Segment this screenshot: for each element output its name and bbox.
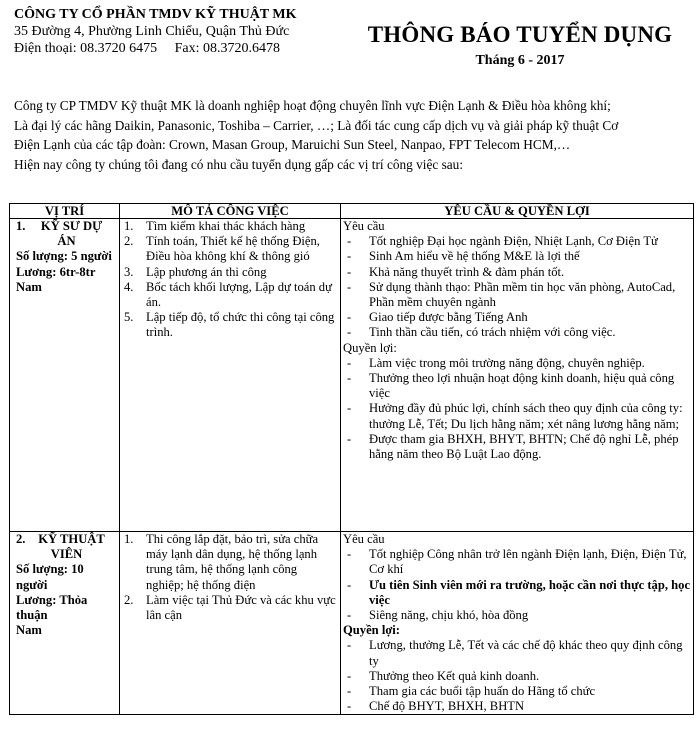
position-title: [12, 532, 117, 547]
header-requirements: YÊU CẦU & QUYỀN LỢI: [341, 204, 694, 219]
requirements-heading: Yêu cầu: [343, 532, 385, 546]
item-text: Tham gia các buổi tập huấn do Hãng tổ chức: [369, 684, 596, 699]
item-number: 2.: [124, 234, 134, 249]
list-item: - Hưởng đầy đủ phúc lợi, chính sách theo quy định của công ty: thưởng Lễ, Tết; Du lịch hằng năm; xét nâng lương hằng năm;: [343, 401, 691, 431]
list-item: - Thưởng theo lợi nhuận hoạt động kinh doanh, hiệu quả công việc: [343, 371, 691, 401]
requirements-cell: [341, 532, 694, 715]
position-gender: Nam: [16, 623, 42, 638]
description-cell: [120, 532, 341, 715]
benefits-heading: Quyền lợi:: [343, 340, 397, 355]
item-text: Ưu tiên Sinh viên mới ra trường, hoặc cần nơi thực tập, học việc: [369, 577, 691, 607]
position-title: [12, 219, 117, 234]
item-text: Tìm kiếm khai thác khách hàng: [146, 219, 306, 233]
notice-header: [352, 22, 688, 70]
item-text: Lập tiếp độ, tổ chức thi công tại công trình.: [146, 310, 335, 340]
list-item: - Chế độ BHYT, BHXH, BHTN: [343, 699, 691, 714]
list-item: [122, 219, 338, 234]
description-cell: [120, 219, 341, 532]
item-number: 1.: [124, 532, 134, 546]
table-header-row: [10, 204, 694, 219]
list-item: [122, 234, 338, 264]
item-text: Tính toán, Thiết kế hệ thống Điện, Điều hòa không khí & thông gió: [146, 234, 320, 264]
position-name-cont: VIÊN: [50, 547, 83, 562]
position-cell: [10, 219, 120, 532]
job-table: [9, 203, 694, 715]
item-text: Được tham gia BHXH, BHYT, BHTN; Chế độ nghỉ Lễ, phép hằng năm theo Bộ Luật Lao động.: [369, 431, 679, 462]
position-number: 2.: [16, 532, 26, 546]
list-item: - Khả năng thuyết trình & đàm phán tốt.: [343, 265, 691, 280]
item-text: Sử dụng thành thạo: Phần mềm tin học văn phòng, AutoCad, Phần mềm chuyên ngành: [369, 279, 676, 310]
company-name: CÔNG TY CỔ PHẦN TMDV KỸ THUẬT MK: [14, 7, 297, 22]
item-text: Sinh Am hiểu về hệ thống M&E là lợi thế: [369, 249, 580, 264]
notice-month: Tháng 6 - 2017: [475, 53, 565, 68]
item-number: 3.: [124, 264, 134, 279]
intro-line: Hiện nay công ty chúng tôi đang có nhu cầu tuyển dụng gấp các vị trí công việc sau:: [14, 156, 464, 172]
list-item: - Tốt nghiệp Công nhân trở lên ngành Điện lạnh, Điện, Điện Tử, Cơ khí: [343, 547, 691, 577]
item-text: Tinh thần cầu tiến, có trách nhiệm với công việc.: [369, 325, 616, 340]
list-item: - Tinh thần cầu tiến, có trách nhiệm với công việc.: [343, 325, 691, 340]
company-address: 35 Đường 4, Phường Linh Chiểu, Quận Thủ Đức: [14, 24, 290, 39]
list-item: - Lương, thưởng Lễ, Tết và các chế độ khác theo quy định công ty: [343, 638, 691, 668]
position-cell: [10, 532, 120, 715]
item-text: Tốt nghiệp Đại học ngành Điện, Nhiệt Lạnh, Cơ Điện Tử: [369, 234, 658, 249]
table-row: [10, 219, 694, 532]
list-item: [122, 265, 338, 280]
header-description: MÔ TẢ CÔNG VIỆC: [120, 204, 341, 219]
position-quantity: Số lượng: 10 người: [16, 562, 84, 592]
list-item: - Ưu tiên Sinh viên mới ra trường, hoặc cần nơi thực tập, học việc: [347, 577, 691, 607]
item-text: Thi công lắp đặt, bảo trì, sửa chữa máy lạnh dân dụng, hệ thống lạnh trung tâm, hệ thống lạnh công nghiệp; hệ thống điện: [146, 532, 319, 592]
item-number: 4.: [124, 279, 134, 294]
item-text: Thưởng theo lợi nhuận hoạt động kinh doanh, hiệu quả công việc: [369, 371, 675, 401]
requirements-heading: Yêu cầu: [343, 219, 385, 233]
list-item: [122, 280, 338, 310]
position-name: KỸ SƯ DỰ: [40, 219, 103, 233]
list-item: [122, 310, 338, 340]
intro-line: Công ty CP TMDV Kỹ thuật MK là doanh nghiệp hoạt động chuyên lĩnh vực Điện Lạnh & Điều hòa không khí;: [14, 98, 611, 113]
item-text: Giao tiếp được bằng Tiếng Anh: [369, 310, 528, 325]
list-item: - Sinh Am hiểu về hệ thống M&E là lợi thế: [343, 249, 691, 264]
intro-line: Điện Lạnh của các tập đoàn: Crown, Masan Group, Maruichi Sun Steel, Nanpao, FPT Telecom HCM,…: [14, 137, 571, 152]
intro-paragraph: [14, 96, 694, 174]
table-row: [10, 532, 694, 715]
list-item: - Thưởng theo Kết quả kinh doanh.: [343, 669, 691, 684]
item-text: Hưởng đầy đủ phúc lợi, chính sách theo quy định của công ty: thưởng Lễ, Tết; Du lịch hằng năm; xét nâng lương hằng năm;: [369, 401, 683, 431]
item-number: 2.: [124, 592, 134, 607]
list-item: - Tốt nghiệp Đại học ngành Điện, Nhiệt Lạnh, Cơ Điện Tử: [343, 234, 691, 249]
header-position: VỊ TRÍ: [10, 204, 120, 219]
company-contact: Điện thoại: 08.3720 6475 Fax: 08.3720.6478: [14, 41, 280, 56]
item-text: Thưởng theo Kết quả kinh doanh.: [369, 668, 540, 683]
requirements-cell: [341, 219, 694, 532]
item-number: 1.: [124, 219, 134, 233]
position-number: 1.: [16, 219, 26, 233]
position-salary: Lương: 6tr-8tr: [16, 264, 96, 279]
benefits-heading: Quyền lợi:: [343, 623, 401, 638]
list-item: - Giao tiếp được bằng Tiếng Anh: [343, 310, 691, 325]
item-text: Khả năng thuyết trình & đàm phán tốt.: [369, 264, 565, 279]
company-header: [14, 6, 297, 57]
list-item: - Làm việc trong môi trường năng động, chuyên nghiệp.: [343, 356, 691, 371]
list-item: - Tham gia các buổi tập huấn do Hãng tổ chức: [343, 684, 691, 699]
list-item: - Sử dụng thành thạo: Phần mềm tin học văn phòng, AutoCad, Phần mềm chuyên ngành: [343, 280, 691, 310]
item-text: Bốc tách khối lượng, Lập dự toán dự án.: [146, 279, 332, 310]
notice-title: THÔNG BÁO TUYỂN DỤNG: [367, 22, 673, 47]
item-number: 5.: [124, 310, 134, 325]
item-text: Làm việc trong môi trường năng động, chuyên nghiệp.: [369, 355, 645, 370]
item-text: Lương, thưởng Lễ, Tết và các chế độ khác theo quy định công ty: [369, 638, 683, 668]
item-text: Lập phương án thi công: [146, 264, 267, 279]
position-gender: Nam: [16, 279, 42, 294]
position-name: KỸ THUẬT: [38, 532, 105, 546]
item-text: Chế độ BHYT, BHXH, BHTN: [369, 699, 525, 714]
position-quantity: Số lượng: 5 người: [16, 249, 112, 264]
list-item: [122, 593, 338, 623]
item-text: Tốt nghiệp Công nhân trở lên ngành Điện lạnh, Điện, Điện Tử, Cơ khí: [369, 547, 687, 577]
item-text: Siêng năng, chịu khó, hòa đồng: [369, 608, 529, 623]
position-salary: Lương: Thỏa thuận: [16, 592, 88, 623]
list-item: - Được tham gia BHXH, BHYT, BHTN; Chế độ nghỉ Lễ, phép hằng năm theo Bộ Luật Lao động.: [343, 432, 691, 462]
intro-line: Là đại lý các hãng Daikin, Panasonic, Toshiba – Carrier, …; Là đối tác cung cấp dịch vụ và giải pháp kỹ thuật Cơ: [14, 117, 619, 133]
position-name-cont: ÁN: [57, 234, 76, 249]
list-item: [122, 532, 338, 593]
list-item: - Siêng năng, chịu khó, hòa đồng: [343, 608, 691, 623]
item-text: Làm việc tại Thủ Đức và các khu vực lân cận: [146, 592, 336, 623]
